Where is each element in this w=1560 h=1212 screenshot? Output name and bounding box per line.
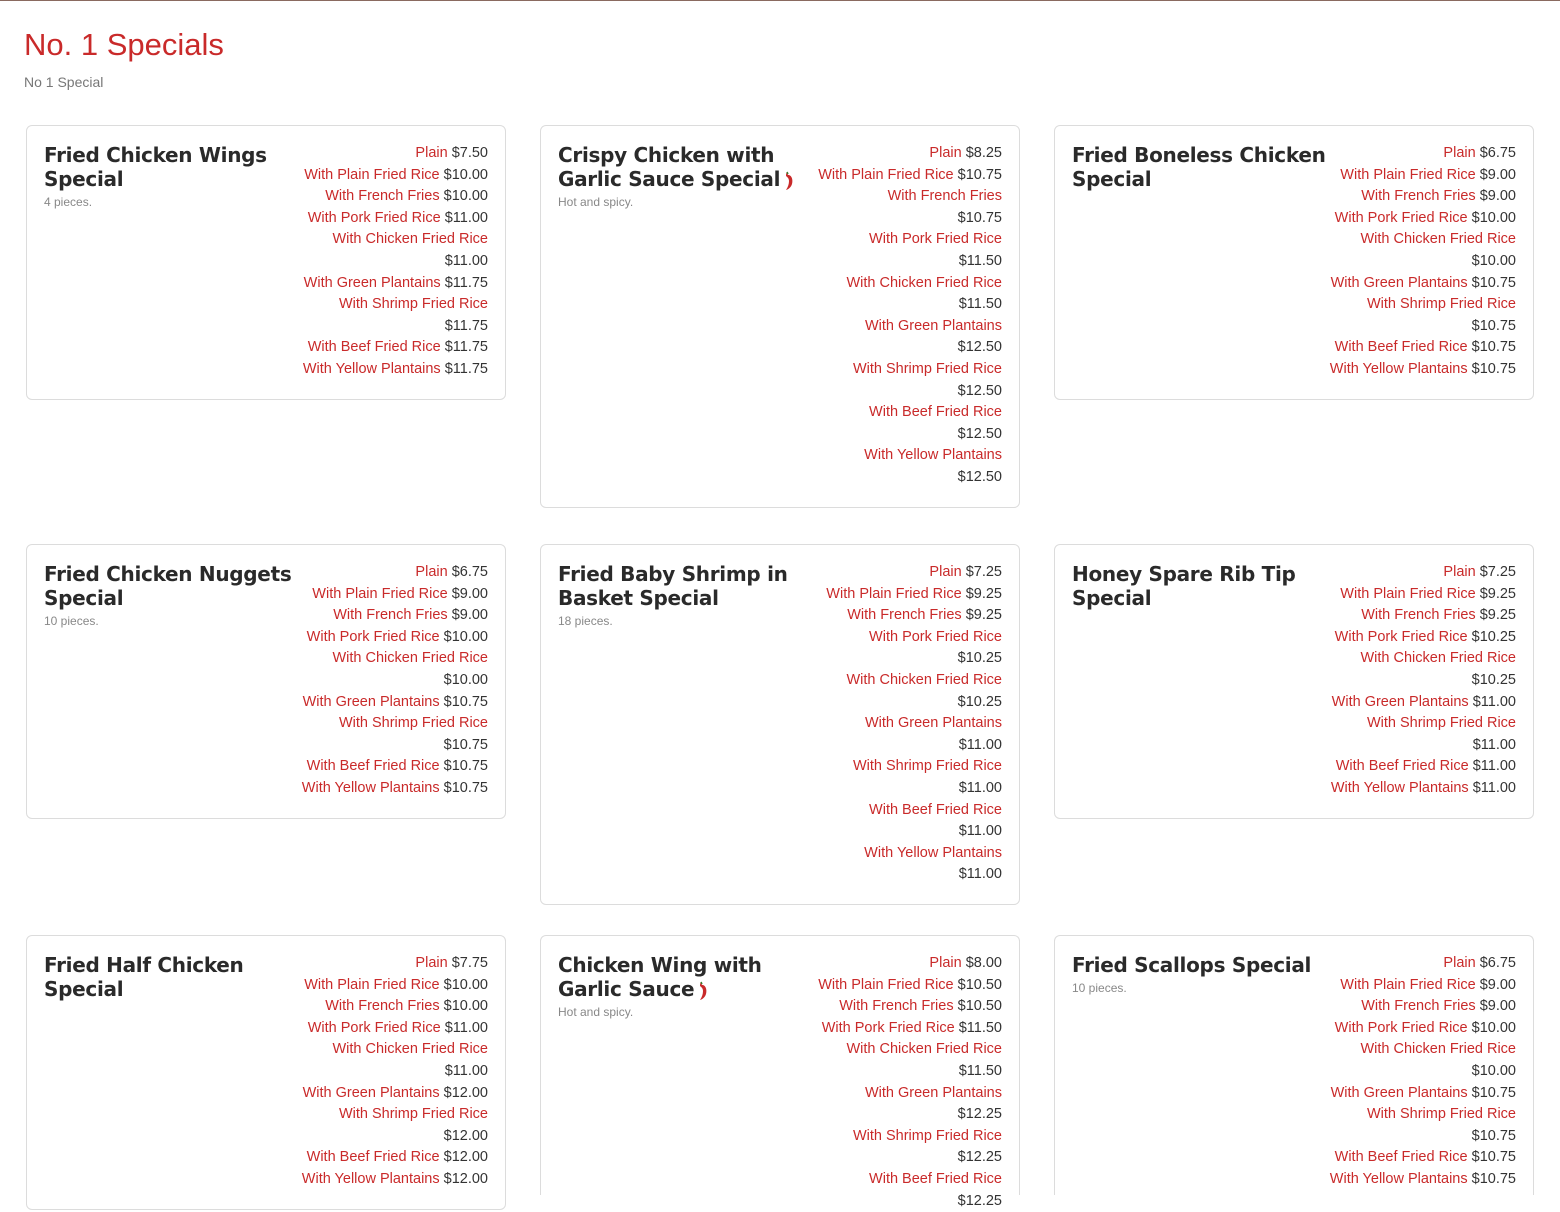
option-price: $9.00: [1479, 166, 1516, 183]
item-name-text: Fried Scallops Special: [1072, 953, 1312, 977]
page-title: No. 1 Specials: [24, 27, 224, 62]
price-option[interactable]: [1328, 996, 1516, 1018]
option-price: $12.00: [443, 1127, 488, 1144]
option-price: $9.00: [451, 607, 488, 624]
option-label: With Shrimp Fried Rice: [852, 1127, 1002, 1144]
item-name-text: Fried Baby Shrimp in Basket Special: [558, 562, 788, 610]
price-option[interactable]: [1328, 165, 1516, 187]
price-option[interactable]: [300, 359, 488, 381]
option-label: With Pork Fried Rice: [307, 209, 441, 226]
option-label: With Chicken Fried Rice: [1360, 650, 1516, 667]
option-price: $10.25: [1471, 628, 1516, 645]
option-price: $11.00: [958, 779, 1002, 796]
item-name-text: Chicken Wing with Garlic Sauce: [558, 953, 762, 1001]
price-option[interactable]: [300, 1169, 488, 1191]
option-price: $11.75: [444, 360, 488, 377]
menu-grid: [26, 125, 1534, 1209]
price-option[interactable]: [814, 1169, 1002, 1212]
option-price: $12.00: [443, 1170, 488, 1187]
option-price: $8.25: [965, 145, 1002, 161]
option-price: $11.00: [1472, 779, 1516, 796]
price-option[interactable]: [1328, 562, 1516, 584]
option-price: $10.75: [957, 166, 1002, 183]
option-label: With Beef Fried Rice: [869, 404, 1002, 421]
price-option[interactable]: [814, 953, 1002, 975]
price-option[interactable]: [1328, 1018, 1516, 1040]
option-price: $10.50: [957, 976, 1002, 993]
option-label: With Shrimp Fried Rice: [1366, 1106, 1516, 1123]
option-price: $10.00: [443, 671, 488, 688]
option-label: With French Fries: [887, 188, 1002, 205]
option-price: $10.75: [443, 693, 488, 710]
menu-item-card[interactable]: [26, 544, 506, 819]
option-label: With French Fries: [1361, 607, 1476, 624]
price-option[interactable]: [1328, 975, 1516, 997]
option-price: $10.00: [1471, 1062, 1516, 1079]
option-label: With Beef Fried Rice: [306, 1149, 440, 1166]
item-name: [1072, 143, 1328, 191]
option-price: $11.00: [1472, 758, 1516, 775]
option-label: With Shrimp Fried Rice: [338, 1106, 488, 1123]
menu-item-card[interactable]: [540, 935, 1020, 1209]
item-name: [558, 143, 814, 191]
price-option[interactable]: [814, 273, 1002, 316]
section-header: [24, 25, 224, 91]
option-label: With French Fries: [847, 607, 962, 624]
item-description: Hot and spicy.: [558, 195, 634, 209]
option-label: Plain: [1443, 955, 1476, 971]
option-price: $11.00: [444, 1019, 488, 1036]
option-price: $7.75: [451, 955, 488, 971]
option-label: With Green Plantains: [303, 274, 441, 291]
option-label: With Plain Fried Rice: [826, 585, 962, 602]
option-price: $11.00: [1472, 693, 1516, 710]
price-option[interactable]: [1328, 953, 1516, 975]
option-label: With Shrimp Fried Rice: [1366, 715, 1516, 732]
option-price: $10.75: [1471, 317, 1516, 334]
page-subtitle: No 1 Special: [24, 74, 104, 90]
option-price: $12.50: [957, 468, 1002, 485]
option-label: With Pork Fried Rice: [821, 1019, 955, 1036]
price-option[interactable]: [814, 800, 1002, 843]
price-option[interactable]: [814, 627, 1002, 670]
option-price: $9.25: [1479, 607, 1516, 624]
price-option[interactable]: [300, 143, 488, 165]
option-label: With Green Plantains: [1331, 693, 1469, 710]
option-price: $11.00: [958, 823, 1002, 840]
option-label: With Yellow Plantains: [302, 360, 441, 377]
price-list: [300, 562, 488, 800]
price-option[interactable]: [300, 1039, 488, 1082]
item-name: [1072, 953, 1328, 977]
price-option[interactable]: [1328, 337, 1516, 359]
price-option[interactable]: [1328, 584, 1516, 606]
price-option[interactable]: [1328, 186, 1516, 208]
option-price: $10.75: [443, 779, 488, 796]
option-label: With Yellow Plantains: [1329, 1170, 1468, 1187]
item-description: 4 pieces.: [44, 195, 93, 209]
option-price: $9.00: [1479, 976, 1516, 993]
price-option[interactable]: [1328, 627, 1516, 649]
option-label: With Pork Fried Rice: [306, 628, 440, 645]
item-name: [1072, 562, 1328, 610]
option-price: $10.00: [1471, 252, 1516, 269]
price-option[interactable]: [300, 186, 488, 208]
price-option[interactable]: [814, 1083, 1002, 1126]
option-label: Plain: [929, 145, 962, 161]
option-price: $10.75: [1471, 339, 1516, 356]
option-label: With Green Plantains: [864, 1084, 1002, 1101]
item-description: 18 pieces.: [558, 614, 613, 628]
menu-item-card[interactable]: [1054, 544, 1534, 819]
option-price: $10.00: [443, 166, 488, 183]
option-label: With Green Plantains: [1330, 1084, 1468, 1101]
price-option[interactable]: [814, 165, 1002, 187]
price-option[interactable]: [300, 627, 488, 649]
price-option[interactable]: [814, 975, 1002, 997]
option-label: Plain: [415, 955, 448, 971]
option-price: $9.25: [965, 585, 1002, 602]
option-label: With French Fries: [839, 998, 954, 1015]
option-label: With Pork Fried Rice: [869, 231, 1002, 248]
option-price: $12.50: [957, 382, 1002, 399]
option-price: $7.25: [965, 564, 1002, 580]
option-label: With Yellow Plantains: [301, 1170, 440, 1187]
option-label: With Shrimp Fried Rice: [338, 296, 488, 313]
option-price: $10.00: [1471, 1019, 1516, 1036]
menu-item-card[interactable]: [1054, 935, 1534, 1195]
item-name: [44, 562, 300, 610]
option-price: $6.75: [451, 564, 488, 580]
option-label: With Green Plantains: [1330, 274, 1468, 291]
option-price: $7.25: [1479, 564, 1516, 580]
option-price: $10.00: [443, 628, 488, 645]
option-price: $10.00: [443, 188, 488, 205]
option-label: With Chicken Fried Rice: [332, 231, 488, 248]
option-label: With Plain Fried Rice: [1340, 976, 1476, 993]
option-price: $11.75: [444, 339, 488, 356]
option-label: With Shrimp Fried Rice: [1366, 296, 1516, 313]
option-price: $10.75: [443, 758, 488, 775]
option-price: $11.50: [958, 296, 1002, 313]
price-list: [1328, 953, 1516, 1187]
menu-item-card[interactable]: [540, 125, 1020, 508]
price-option[interactable]: [1328, 1147, 1516, 1169]
price-option[interactable]: [1328, 1039, 1516, 1082]
price-list: [814, 953, 1002, 1209]
option-label: With Pork Fried Rice: [1334, 1019, 1468, 1036]
chili-pepper-icon: [783, 171, 795, 191]
price-option[interactable]: [814, 584, 1002, 606]
option-price: $9.00: [1479, 188, 1516, 205]
price-option[interactable]: [1328, 1104, 1516, 1147]
option-label: With Chicken Fried Rice: [846, 1041, 1002, 1058]
option-label: With Plain Fried Rice: [304, 976, 440, 993]
option-price: $10.00: [443, 976, 488, 993]
menu-item-card[interactable]: [1054, 125, 1534, 400]
option-label: With Pork Fried Rice: [1334, 628, 1468, 645]
price-option[interactable]: [300, 975, 488, 997]
option-label: With Green Plantains: [864, 317, 1002, 334]
option-label: With Plain Fried Rice: [1340, 166, 1476, 183]
option-price: $10.75: [1471, 1127, 1516, 1144]
option-label: With Green Plantains: [302, 693, 440, 710]
price-option[interactable]: [1328, 778, 1516, 800]
price-option[interactable]: [814, 316, 1002, 359]
option-label: Plain: [1443, 145, 1476, 161]
price-option[interactable]: [1328, 229, 1516, 272]
price-option[interactable]: [1328, 273, 1516, 295]
price-option[interactable]: [1328, 1169, 1516, 1191]
item-name-text: Fried Chicken Wings Special: [44, 143, 267, 191]
option-price: $9.25: [965, 607, 1002, 624]
option-label: With Yellow Plantains: [1329, 360, 1468, 377]
option-label: With Chicken Fried Rice: [1360, 1041, 1516, 1058]
item-info: [558, 562, 814, 886]
option-price: $11.00: [958, 866, 1002, 883]
option-price: $9.00: [451, 585, 488, 602]
option-label: With Yellow Plantains: [1330, 779, 1469, 796]
price-option[interactable]: [300, 605, 488, 627]
option-price: $8.00: [965, 955, 1002, 971]
price-option[interactable]: [300, 778, 488, 800]
option-label: With Beef Fried Rice: [869, 801, 1002, 818]
price-option[interactable]: [814, 843, 1002, 886]
price-list: [1328, 143, 1516, 381]
price-list: [1328, 562, 1516, 800]
item-info: [44, 562, 300, 800]
option-price: $9.25: [1479, 585, 1516, 602]
option-label: With Pork Fried Rice: [307, 1019, 441, 1036]
item-description: 10 pieces.: [44, 614, 99, 628]
option-price: $10.75: [1471, 274, 1516, 291]
item-info: [1072, 953, 1328, 1177]
option-price: $10.75: [1471, 1084, 1516, 1101]
option-label: With Pork Fried Rice: [869, 628, 1002, 645]
price-option[interactable]: [1328, 294, 1516, 337]
option-label: With Shrimp Fried Rice: [338, 715, 488, 732]
menu-item-card[interactable]: [540, 544, 1020, 905]
option-price: $10.75: [1471, 1149, 1516, 1166]
option-label: With Beef Fried Rice: [1334, 1149, 1468, 1166]
option-price: $11.50: [958, 1062, 1002, 1079]
option-price: $12.25: [957, 1106, 1002, 1123]
option-label: Plain: [415, 564, 448, 580]
option-price: $10.50: [957, 998, 1002, 1015]
option-label: With Chicken Fried Rice: [846, 671, 1002, 688]
option-label: With Yellow Plantains: [864, 447, 1002, 464]
price-option[interactable]: [300, 756, 488, 778]
price-option[interactable]: [814, 1018, 1002, 1040]
option-label: With Yellow Plantains: [864, 844, 1002, 861]
price-option[interactable]: [300, 273, 488, 295]
option-price: $7.50: [451, 145, 488, 161]
item-name: [558, 562, 814, 610]
option-label: With French Fries: [333, 607, 448, 624]
price-option[interactable]: [814, 143, 1002, 165]
price-option[interactable]: [300, 1018, 488, 1040]
item-info: [44, 953, 300, 1191]
option-label: Plain: [929, 564, 962, 580]
price-option[interactable]: [300, 713, 488, 756]
option-price: $11.00: [444, 252, 488, 269]
option-price: $9.00: [1479, 998, 1516, 1015]
option-price: $12.50: [957, 425, 1002, 442]
menu-item-card[interactable]: [26, 935, 506, 1210]
option-label: Plain: [929, 955, 962, 971]
price-option[interactable]: [1328, 143, 1516, 165]
price-option[interactable]: [300, 953, 488, 975]
item-name-text: Fried Half Chicken Special: [44, 953, 244, 1001]
option-label: With Shrimp Fried Rice: [852, 360, 1002, 377]
price-option[interactable]: [1328, 208, 1516, 230]
option-label: With Chicken Fried Rice: [332, 1041, 488, 1058]
item-name-text: Fried Boneless Chicken Special: [1072, 143, 1326, 191]
option-price: $10.75: [443, 736, 488, 753]
option-price: $6.75: [1479, 955, 1516, 971]
option-price: $12.50: [957, 339, 1002, 356]
item-name-text: Fried Chicken Nuggets Special: [44, 562, 292, 610]
price-option[interactable]: [300, 1083, 488, 1105]
price-option[interactable]: [300, 584, 488, 606]
option-price: $10.25: [957, 650, 1002, 667]
price-option[interactable]: [814, 1126, 1002, 1169]
price-option[interactable]: [1328, 359, 1516, 381]
option-label: With Beef Fried Rice: [306, 758, 440, 775]
option-price: $11.75: [444, 317, 488, 334]
price-option[interactable]: [300, 165, 488, 187]
option-label: With Plain Fried Rice: [818, 166, 954, 183]
price-list: [814, 143, 1002, 489]
option-price: $11.00: [444, 1062, 488, 1079]
option-label: Plain: [1443, 564, 1476, 580]
option-label: With French Fries: [325, 188, 440, 205]
option-label: With Pork Fried Rice: [1334, 209, 1468, 226]
option-label: With French Fries: [325, 998, 440, 1015]
option-price: $10.00: [1471, 209, 1516, 226]
price-option[interactable]: [814, 229, 1002, 272]
item-info: [558, 953, 814, 1177]
item-info: [1072, 143, 1328, 381]
option-price: $10.25: [1471, 671, 1516, 688]
price-option[interactable]: [1328, 692, 1516, 714]
price-option[interactable]: [300, 648, 488, 691]
option-price: $12.25: [957, 1149, 1002, 1166]
price-option[interactable]: [300, 208, 488, 230]
option-price: $11.00: [958, 736, 1002, 753]
option-label: With Chicken Fried Rice: [1360, 231, 1516, 248]
option-price: $10.75: [1471, 360, 1516, 377]
option-label: With Beef Fried Rice: [307, 339, 441, 356]
option-label: With Beef Fried Rice: [1335, 758, 1469, 775]
price-option[interactable]: [814, 402, 1002, 445]
option-price: $11.00: [444, 209, 488, 226]
price-option[interactable]: [1328, 713, 1516, 756]
option-label: With Green Plantains: [864, 715, 1002, 732]
menu-item-card[interactable]: [26, 125, 506, 400]
price-option[interactable]: [1328, 1083, 1516, 1105]
price-option[interactable]: [814, 996, 1002, 1018]
price-option[interactable]: [814, 756, 1002, 799]
price-option[interactable]: [814, 605, 1002, 627]
price-option[interactable]: [300, 996, 488, 1018]
option-label: With Plain Fried Rice: [304, 166, 440, 183]
option-price: $11.50: [958, 252, 1002, 269]
price-option[interactable]: [1328, 648, 1516, 691]
option-label: With Yellow Plantains: [301, 779, 440, 796]
price-list: [814, 562, 1002, 886]
option-label: With French Fries: [1361, 188, 1476, 205]
option-label: With Chicken Fried Rice: [332, 650, 488, 667]
option-label: With Plain Fried Rice: [312, 585, 448, 602]
option-price: $6.75: [1479, 145, 1516, 161]
price-option[interactable]: [300, 1104, 488, 1147]
option-price: $10.75: [1471, 1170, 1516, 1187]
price-option[interactable]: [300, 692, 488, 714]
item-name: [44, 953, 300, 1001]
option-price: $10.75: [957, 209, 1002, 226]
price-option[interactable]: [814, 670, 1002, 713]
price-option[interactable]: [300, 294, 488, 337]
chili-pepper-icon: [697, 981, 709, 1001]
price-option[interactable]: [300, 562, 488, 584]
price-option[interactable]: [814, 445, 1002, 488]
price-option[interactable]: [814, 713, 1002, 756]
item-description: 10 pieces.: [1072, 981, 1127, 995]
item-name-text: Crispy Chicken with Garlic Sauce Special: [558, 143, 781, 191]
item-info: [558, 143, 814, 489]
item-name-text: Honey Spare Rib Tip Special: [1072, 562, 1296, 610]
option-price: $10.25: [957, 693, 1002, 710]
option-price: $11.00: [1472, 736, 1516, 753]
item-info: [44, 143, 300, 381]
price-option[interactable]: [814, 186, 1002, 229]
option-label: With Beef Fried Rice: [1334, 339, 1468, 356]
option-label: With Green Plantains: [302, 1084, 440, 1101]
price-option[interactable]: [814, 1039, 1002, 1082]
price-option[interactable]: [300, 1147, 488, 1169]
option-price: $12.00: [443, 1084, 488, 1101]
option-price: $11.75: [444, 274, 488, 291]
option-label: With French Fries: [1361, 998, 1476, 1015]
price-list: [300, 953, 488, 1191]
option-price: $10.00: [443, 998, 488, 1015]
option-price: $12.00: [443, 1149, 488, 1166]
item-info: [1072, 562, 1328, 800]
option-price: $11.50: [958, 1019, 1002, 1036]
price-option[interactable]: [300, 229, 488, 272]
price-option[interactable]: [814, 562, 1002, 584]
option-label: With Shrimp Fried Rice: [852, 758, 1002, 775]
option-label: With Beef Fried Rice: [869, 1170, 1002, 1187]
price-option[interactable]: [814, 359, 1002, 402]
item-description: Hot and spicy.: [558, 1005, 634, 1019]
price-option[interactable]: [1328, 756, 1516, 778]
option-label: With Chicken Fried Rice: [846, 274, 1002, 291]
option-label: With Plain Fried Rice: [818, 976, 954, 993]
option-label: Plain: [415, 145, 448, 161]
option-price: $12.25: [957, 1192, 1002, 1209]
item-name: [44, 143, 300, 191]
price-list: [300, 143, 488, 381]
option-label: With Plain Fried Rice: [1340, 585, 1476, 602]
price-option[interactable]: [300, 337, 488, 359]
item-name: [558, 953, 814, 1001]
price-option[interactable]: [1328, 605, 1516, 627]
